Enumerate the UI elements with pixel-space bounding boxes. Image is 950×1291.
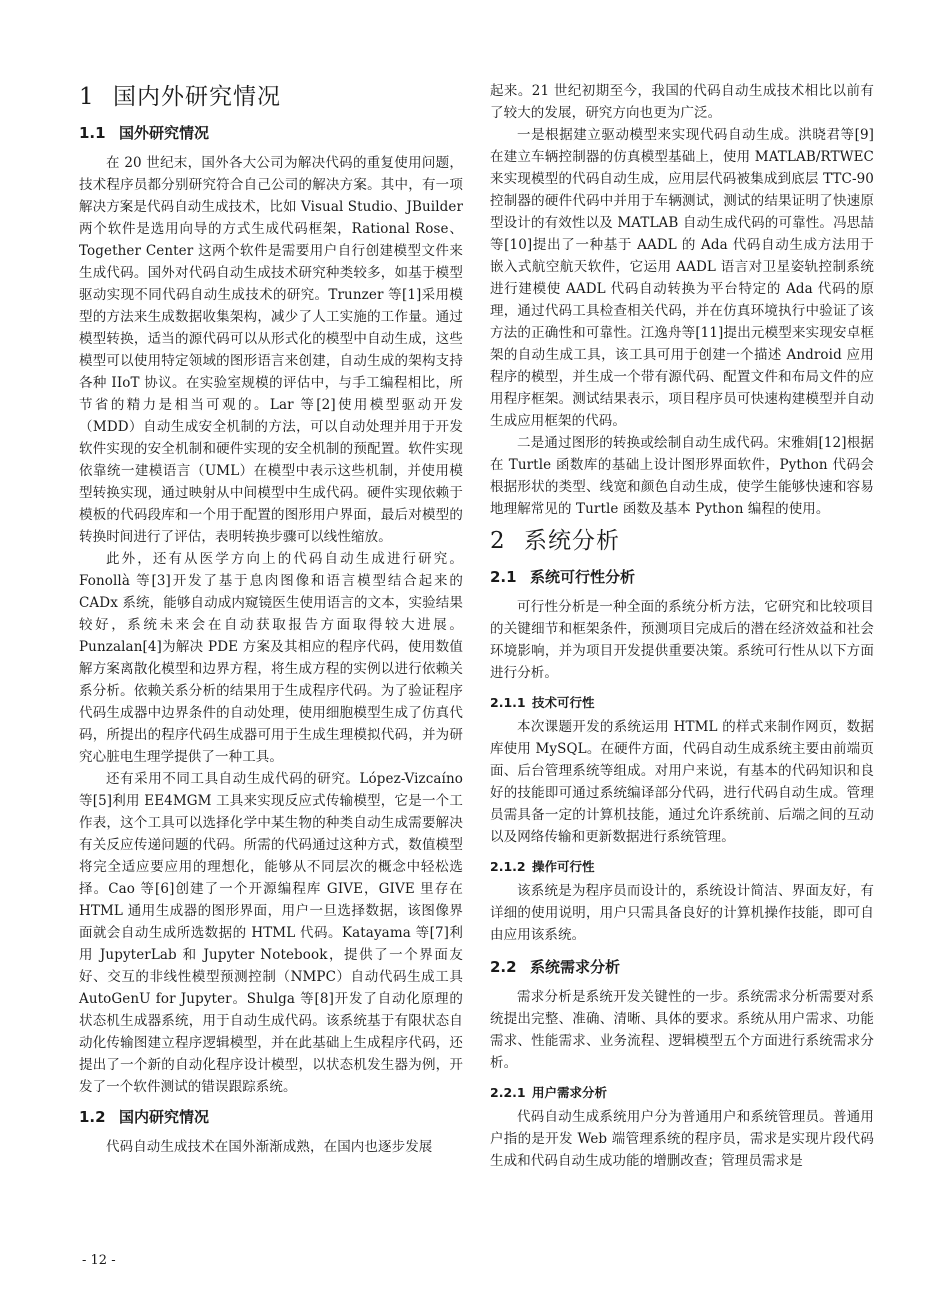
page-number: - 12 - bbox=[82, 1253, 116, 1268]
paragraph: 还有采用不同工具自动生成代码的研究。López-Vizcaíno 等[5]利用 EE4MGM 工具来实现反应式传输模型，它是一个工作表，这个工具可以选择化学中某生物的种类自动生成需要解决有关反应传递问题的代码。所需的代码通过这种方式，数值模型将完全适应要应用的理想化，能够从不同层次的概念中轻松选择。Cao 等[6]创建了一个开源编程库 GIVE，GIVE 里存在 HTML 通用生成器的图形界面，用户一旦选择数据，该图像界面就会自动生成所选数据的 HTML 代码。Katayama 等[7]利用 JupyterLab 和 Jupyter Notebook，提供了一个界面友好、交互的非线性模型预测控制（NMPC）自动代码生成工具 AutoGenU for Jupyter。Shulga 等[8]开发了自动化原理的状态机生成器系统，用于自动生成代码。该系统基于有限状态自动化传输图建立程序逻辑模型，并在此基础上生成程序代码，还提出了一个新的自动化程序设计模型，以状态机发生器为例，开发了一个软件测试的错误跟踪系统。 bbox=[79, 771, 463, 1095]
paragraph: 在 20 世纪末，国外各大公司为解决代码的重复使用问题，技术程序员都分别研究符合自己公司的解决方案。其中，有一项解决方案是代码自动生成技术，比如 Visual Studio、JBuilder 两个软件是选用向导的方式生成代码框架，Rational Rose、Together Center 这两个软件是需要用户自行创建模型文件来生成代码。国外对代码自动生成技术研究种类较多，如基于模型驱动实现不同代码自动生成技术的研究。Trunzer 等[1]采用模型的方法来生成数据收集架构，减少了人工实施的工作量。通过模型转换，适当的源代码可以从形式化的模型中自动生成，这些模型可以使用特定领域的图形语言来创建，自动生成的架构支持各种 IIoT 协议。在实验室规模的评估中，与手工编程相比，所节省的精力是相当可观的。Lar 等[2]使用模型驱动开发（MDD）自动生成安全机制的方法，可以自动处理并用于开发软件实现的安全机制和硬件实现的安全机制的预配置。软件实现依靠统一建模语言（UML）在模型中表示这些机制，并使用模型转换实现，通过映射从中间模型中生成代码。硬件实现依赖于模板的代码段库和一个用于配置的图形用户界面，最后对模型的转换时间进行了评估，表明转换步骤可以线性缩放。 bbox=[79, 155, 464, 545]
paragraph: 可行性分析是一种全面的系统分析方法，它研究和比较项目的关键细节和框架条件，预测项目完成后的潜在经济效益和社会环境影响，并为项目开发提供重要决策。系统可行性从以下方面进行分析。 bbox=[490, 599, 874, 681]
section-title: 国内研究情况 bbox=[119, 1108, 210, 1126]
section-title: 系统分析 bbox=[524, 528, 620, 554]
section-1-1-heading bbox=[79, 120, 463, 146]
paragraph: 一是根据建立驱动模型来实现代码自动生成。洪晓君等[9]在建立车辆控制器的仿真模型基础上，使用 MATLAB/RTWEC 来实现模型的代码自动生成，应用层代码被集成到底层 TTC-90 控制器的硬件代码中并用于车辆测试，测试的结果证明了快速原型设计的有效性以及 MATLAB 自动生成代码的可靠性。冯思喆等[10]提出了一种基于 AADL 的 Ada 代码自动生成方法用于嵌入式航空航天软件，它运用 AADL 语言对卫星姿轨控制系统进行建模使 AADL 代码自动转换为平台特定的 Ada 代码的原理，通过代码工具检查相关代码，并在仿真环境执行中验证了该方法的正确性和可靠性。江逸舟等[11]提出元模型来实现安卓框架的自动生成工具，该工具可用于创建一个描述 Android 应用程序的模型，并生成一个带有源代码、配置文件和布局文件的应用程序框架。测试结果表示，项目程序员可快速构建模型并自动生成应用框架的代码。 bbox=[490, 127, 874, 429]
section-2-heading bbox=[490, 524, 874, 558]
section-2-2-1-heading bbox=[490, 1082, 874, 1104]
section-title: 技术可行性 bbox=[532, 695, 595, 710]
section-2-1-1-heading bbox=[490, 692, 874, 714]
paragraph: 此外，还有从医学方向上的代码自动生成进行研究。Fonollà 等[3]开发了基于息肉图像和语言模型结合起来的 CADx 系统，能够自动成内窥镜医生使用语言的文本，实验结果较好，系统未来会在自动获取报告方面取得较大进展。Punzalan[4]为解决 PDE 方案及其相应的程序代码，使用数值解方案离散化模型和边界方程，将生成方程的实例以进行依赖关系分析。依赖关系分析的结果用于生成程序代码。为了验证程序代码生成器中边界条件的自动处理，使用细胞模型生成了仿真代码，所提出的程序代码生成器可用于生成生理模拟代码，并为研究心脏电生理学提供了一种工具。 bbox=[79, 551, 463, 765]
section-number: 2.1.1 bbox=[490, 695, 526, 710]
section-title: 系统可行性分析 bbox=[530, 568, 636, 586]
section-number: 2.2.1 bbox=[490, 1085, 526, 1100]
section-number: 2.2 bbox=[490, 958, 517, 976]
section-number: 1.1 bbox=[79, 124, 106, 142]
section-1-heading bbox=[79, 80, 463, 114]
section-number: 2.1 bbox=[490, 568, 517, 586]
section-title: 用户需求分析 bbox=[532, 1085, 608, 1100]
right-column bbox=[490, 80, 874, 1172]
section-number: 1 bbox=[79, 84, 95, 110]
section-title: 国内外研究情况 bbox=[113, 84, 281, 110]
section-2-1-heading bbox=[490, 564, 874, 590]
section-title: 国外研究情况 bbox=[119, 124, 210, 142]
paragraph: 二是通过图形的转换或绘制自动生成代码。宋雅娟[12]根据在 Turtle 函数库的基础上设计图形界面软件，Python 代码会根据形状的类型、线宽和颜色自动生成，使学生能够快速和容易地理解常见的 Turtle 函数及基本 Python 编程的使用。 bbox=[490, 435, 874, 517]
section-number: 2.1.2 bbox=[490, 859, 526, 874]
section-title: 操作可行性 bbox=[532, 859, 595, 874]
paragraph: 代码自动生成系统用户分为普通用户和系统管理员。普通用户指的是开发 Web 端管理系统的程序员，需求是实现片段代码生成和代码自动生成功能的增删改查；管理员需求是 bbox=[490, 1109, 874, 1169]
left-column bbox=[79, 80, 463, 1158]
paragraph: 该系统是为程序员而设计的，系统设计简洁、界面友好，有详细的使用说明，用户只需具备良好的计算机操作技能，即可自由应用该系统。 bbox=[490, 883, 874, 943]
section-title: 系统需求分析 bbox=[530, 958, 621, 976]
section-1-2-heading bbox=[79, 1104, 463, 1130]
section-number: 1.2 bbox=[79, 1108, 106, 1126]
section-2-1-2-heading bbox=[490, 856, 874, 878]
paragraph: 本次课题开发的系统运用 HTML 的样式来制作网页，数据库使用 MySQL。在硬件方面，代码自动生成系统主要由前端页面、后台管理系统等组成。对用户来说，有基本的代码知识和良好的技能即可通过系统编译部分代码，进行代码自动生成。管理员需具备一定的计算机技能，通过允许系统前、后端之间的互动以及网络传输和更新数据进行系统管理。 bbox=[490, 719, 874, 845]
paragraph: 需求分析是系统开发关键性的一步。系统需求分析需要对系统提出完整、准确、清晰、具体的要求。系统从用户需求、功能需求、性能需求、业务流程、逻辑模型五个方面进行系统需求分析。 bbox=[490, 989, 874, 1071]
section-2-2-heading bbox=[490, 954, 874, 980]
paragraph: 起来。21 世纪初期至今，我国的代码自动生成技术相比以前有了较大的发展，研究方向也更为广泛。 bbox=[490, 83, 874, 121]
section-number: 2 bbox=[490, 528, 506, 554]
paragraph: 代码自动生成技术在国外渐渐成熟，在国内也逐步发展 bbox=[106, 1139, 433, 1155]
